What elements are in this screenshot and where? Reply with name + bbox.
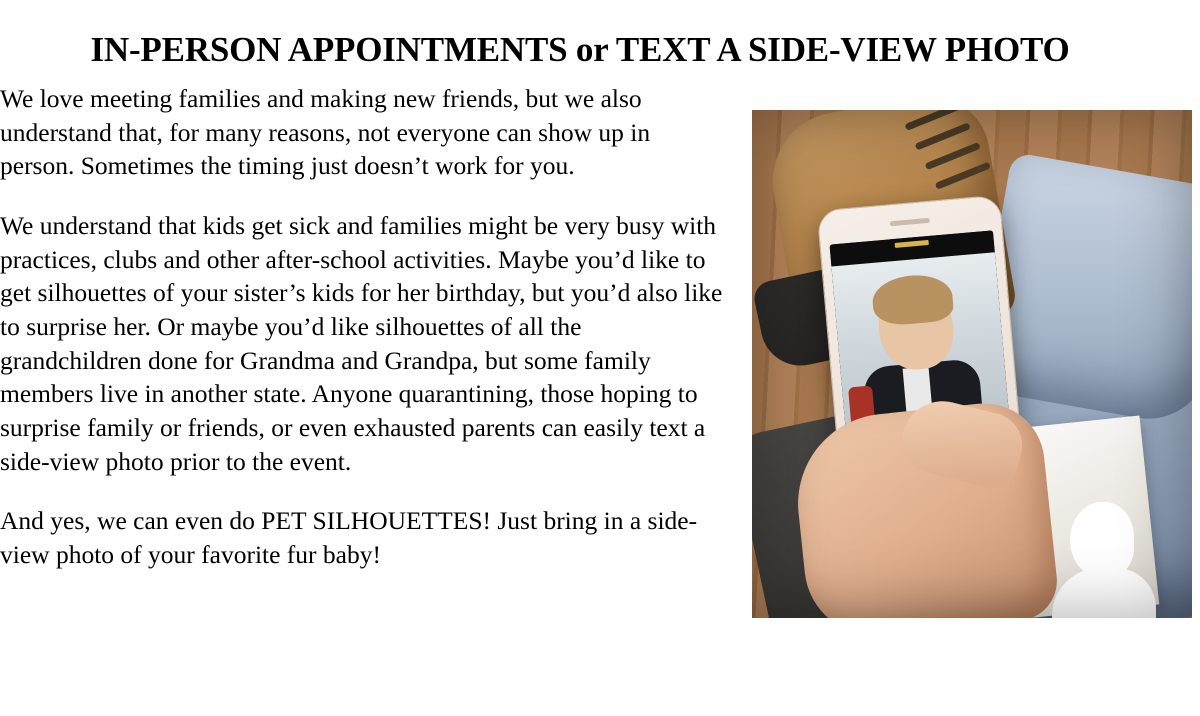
body-text-column <box>0 82 724 572</box>
phone-speaker <box>890 218 930 226</box>
paragraph-2: We understand that kids get sick and families might be very busy with practices, clubs and other after-school activities. Maybe you’d like to get silhouettes of your sister’s kids for her birthday, but you’d also like to surprise her. Or maybe you’d like silhouettes of all the grandchildren done for Grandma and Grandpa, but some family members live in another state. Anyone quarantining, those hoping to surprise family or friends, or even exhausted parents can easily text a side-view photo prior to the event. <box>0 210 723 476</box>
paper-silhouette <box>1052 502 1162 618</box>
paragraph-1: We love meeting families and making new friends, but we also understand that, for many reasons, not everyone can show up in person. Sometimes the timing just doesn’t work for you. <box>0 84 651 181</box>
page-title: IN-PERSON APPOINTMENTS or TEXT A SIDE-VIEW PHOTO <box>90 30 1070 70</box>
paragraph-3: And yes, we can even do PET SILHOUETTES! Just bring in a side-view photo of your favorite fur baby! <box>0 506 698 569</box>
child-hair <box>871 272 955 327</box>
silhouette-head <box>1070 502 1134 578</box>
silhouette-photo <box>752 110 1192 618</box>
silhouette-shoulders <box>1052 568 1156 618</box>
